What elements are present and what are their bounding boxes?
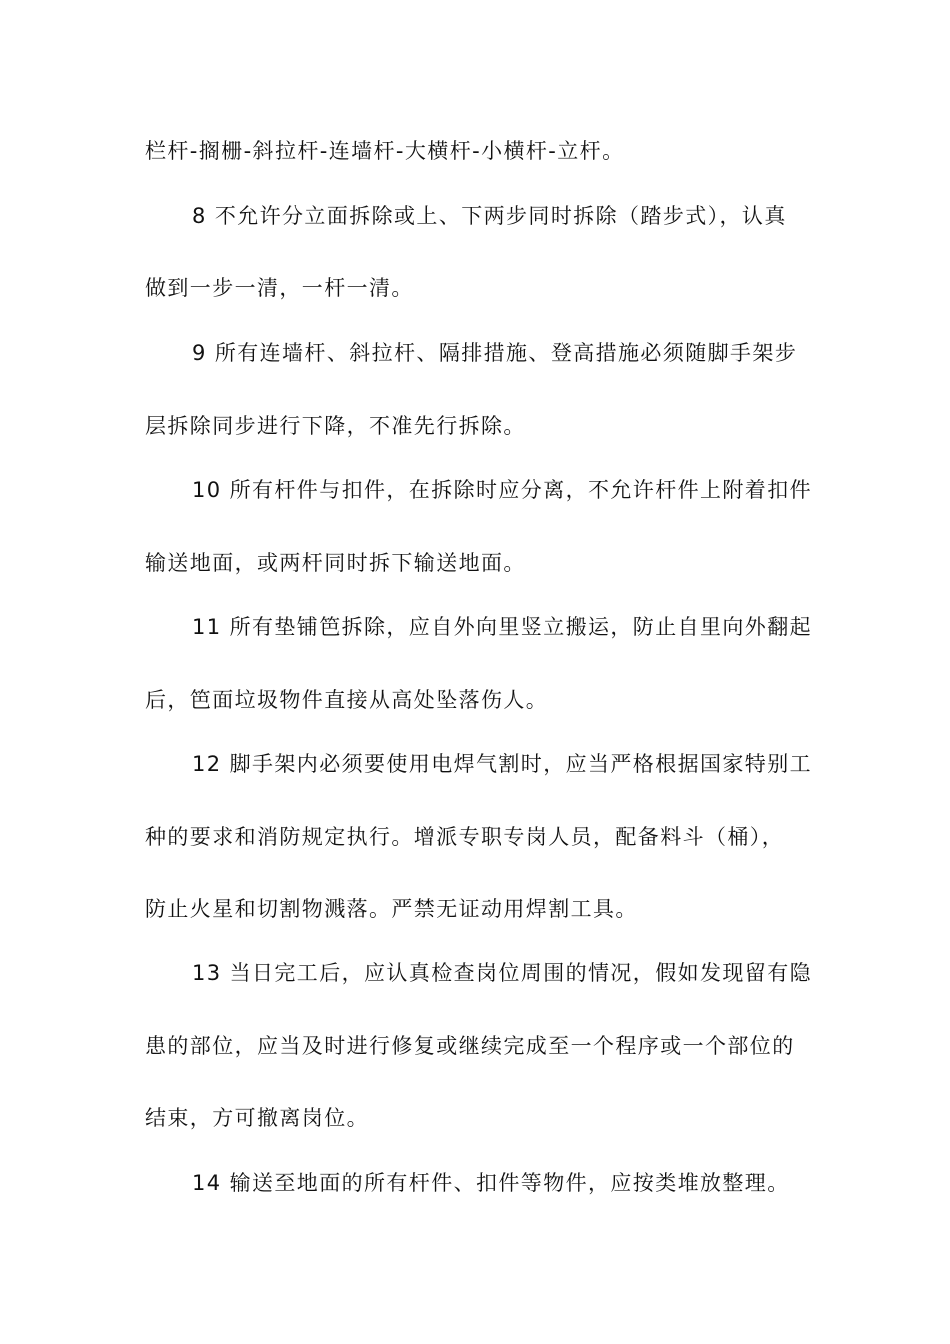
text-line-5: 层拆除同步进行下降，不准先行拆除。 (145, 414, 526, 438)
text-line-16: 14 输送至地面的所有杆件、扣件等物件，应按类堆放整理。 (192, 1171, 790, 1195)
text-line-4: 9 所有连墙杆、斜拉杆、隔排措施、登高措施必须随脚手架步 (192, 341, 798, 365)
text-line-2: 8 不允许分立面拆除或上、下两步同时拆除（踏步式），认真 (192, 204, 787, 228)
text-line-12: 防止火星和切割物溅落。严禁无证动用焊割工具。 (145, 897, 638, 921)
text-line-3: 做到一步一清，一杆一清。 (145, 276, 414, 300)
text-line-14: 患的部位，应当及时进行修复或继续完成至一个程序或一个部位的 (145, 1034, 795, 1058)
text-line-6: 10 所有杆件与扣件，在拆除时应分离，不允许杆件上附着扣件 (192, 478, 812, 502)
text-line-1: 栏杆-搁栅-斜拉杆-连墙杆-大横杆-小横杆-立杆。 (145, 139, 625, 163)
text-line-8: 11 所有垫铺笆拆除，应自外向里竖立搬运，防止自里向外翻起 (192, 615, 812, 639)
text-line-13: 13 当日完工后，应认真检查岗位周围的情况，假如发现留有隐 (192, 961, 812, 985)
text-line-15: 结束，方可撤离岗位。 (145, 1106, 369, 1130)
text-line-9: 后，笆面垃圾物件直接从高处坠落伤人。 (145, 688, 549, 712)
text-line-10: 12 脚手架内必须要使用电焊气割时，应当严格根据国家特别工 (192, 752, 812, 776)
text-line-7: 输送地面，或两杆同时拆下输送地面。 (145, 551, 526, 575)
text-line-11: 种的要求和消防规定执行。增派专职专岗人员，配备料斗（桶）， (145, 825, 785, 849)
